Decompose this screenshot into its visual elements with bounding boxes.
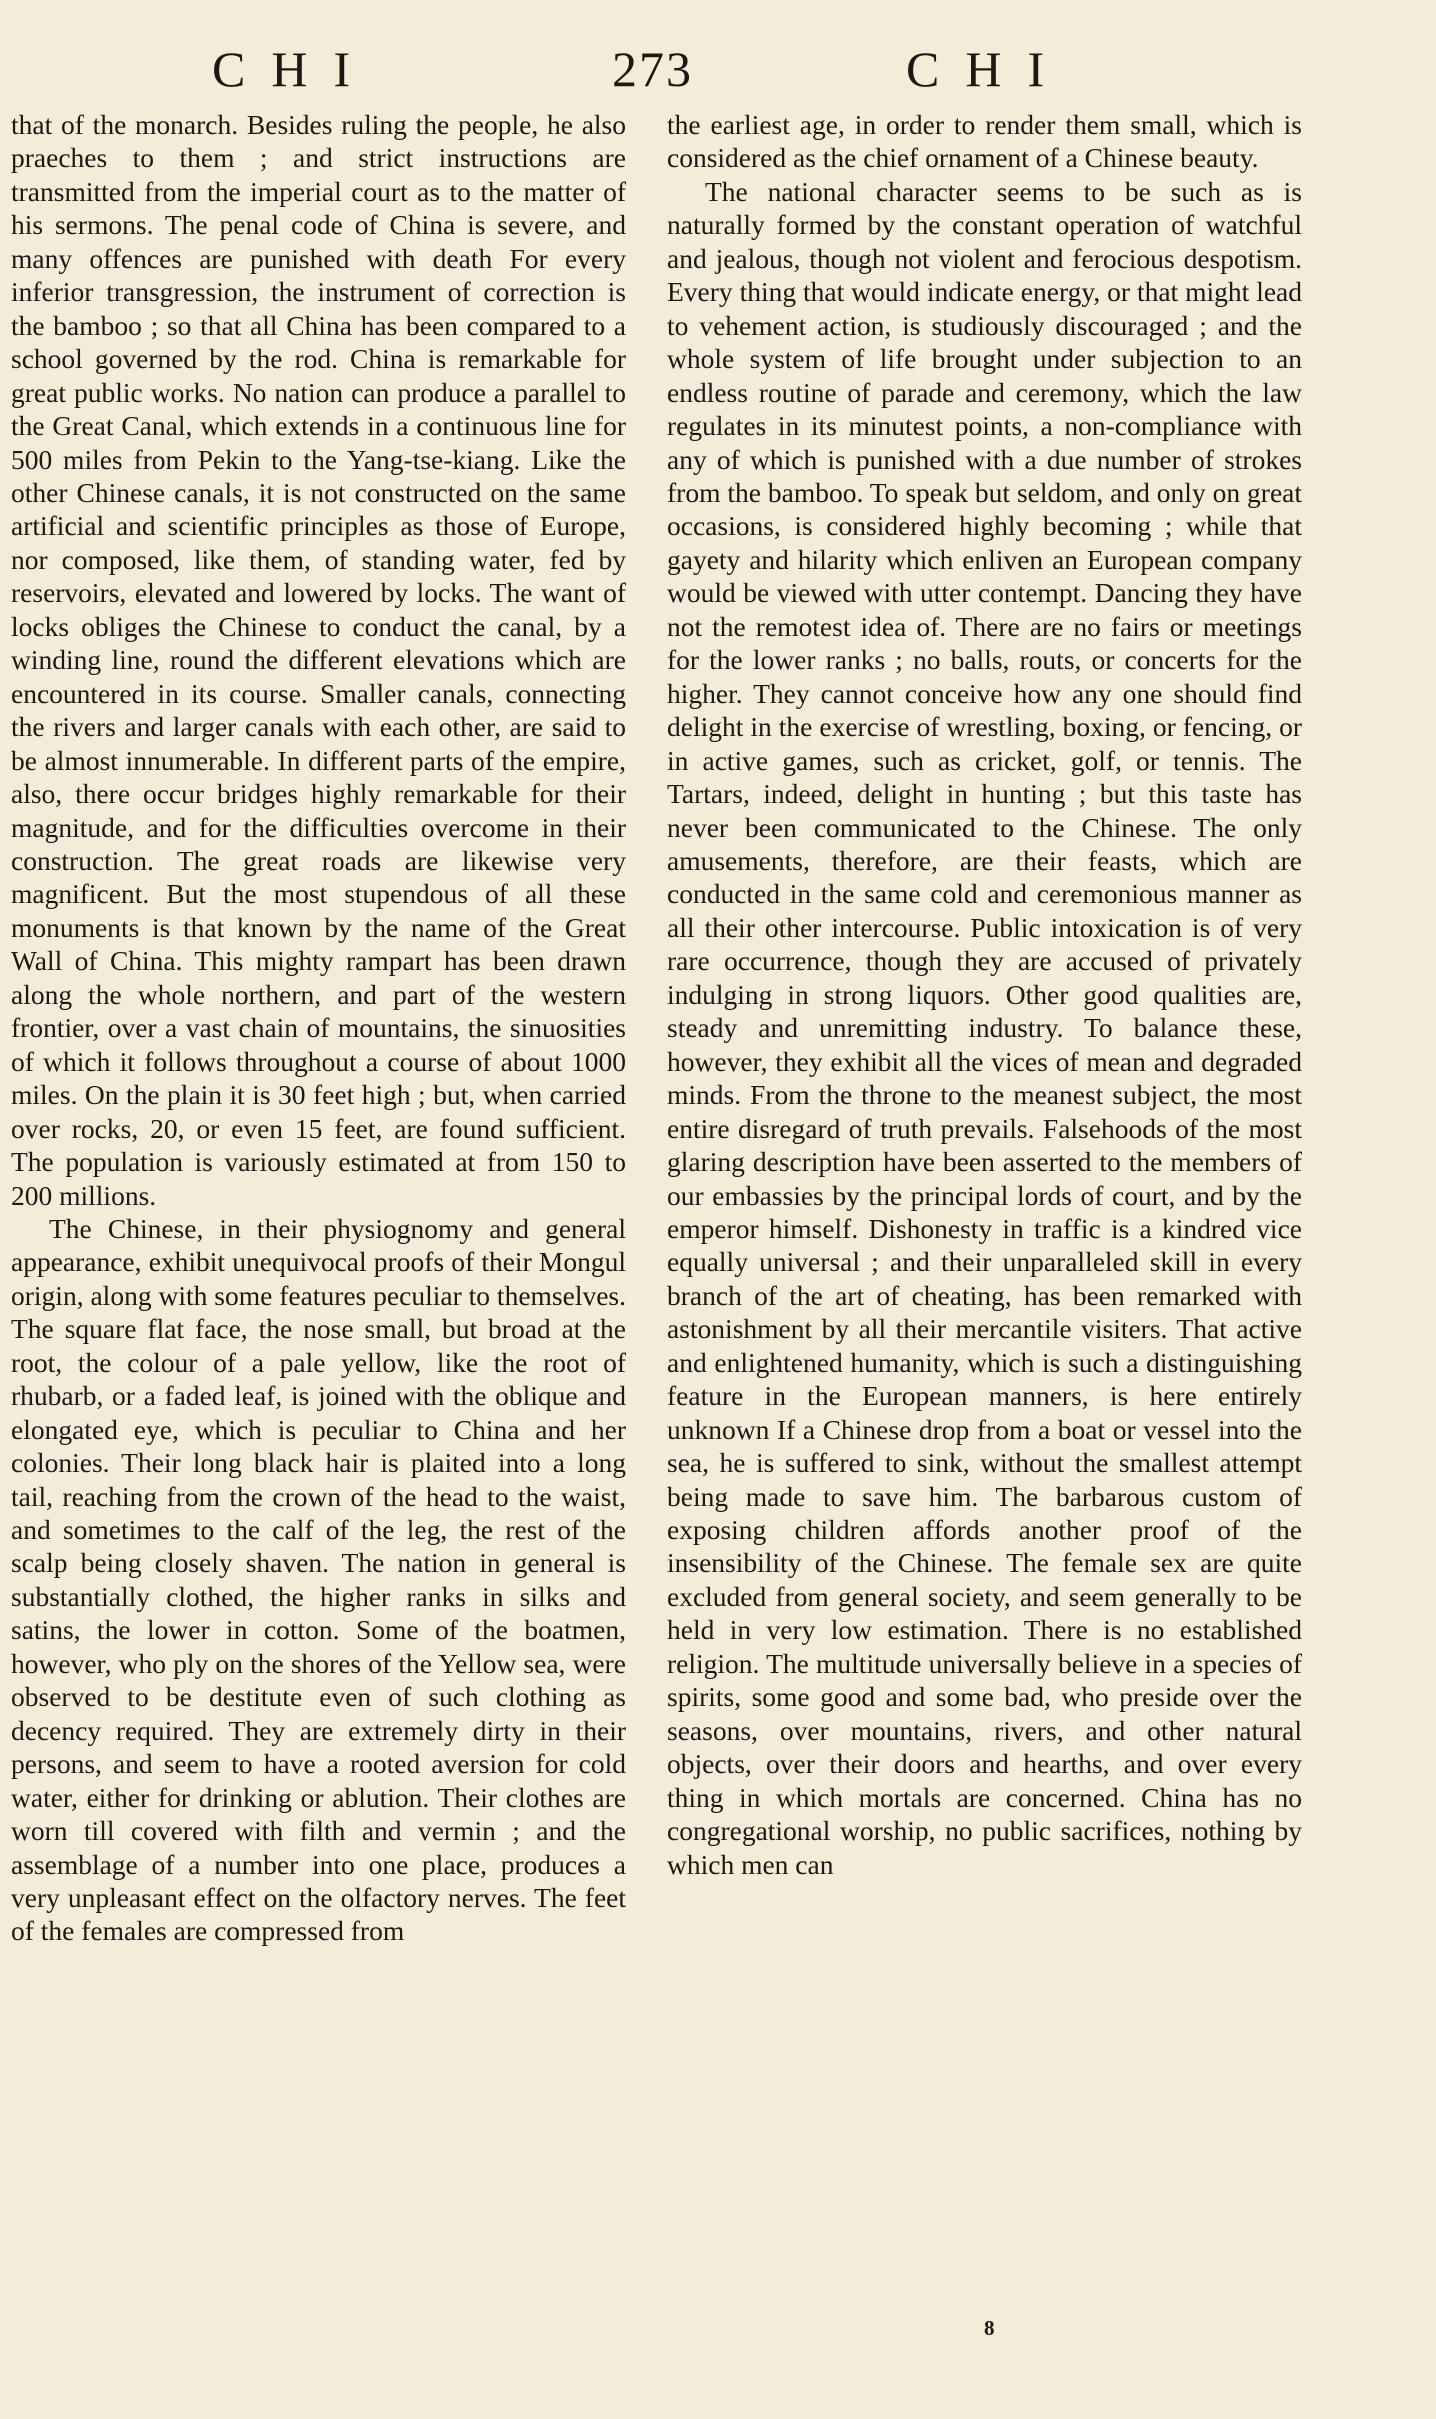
paragraph-national-character: The national character seems to be such as is naturally formed by the constant operation of watchful and jealous, though not violent and ferocious despotism. Every thing that would indicate energy, or that might lead to vehement action, is studiously discouraged ; and the whole system of life brought under subjection to an endless routine of parade and ceremony, which the law regulates in its minutest points, a non-compliance with any of which is punished with a due number of strokes from the bamboo. To speak but seldom, and only on great occasions, is considered highly becoming ; while that gayety and hilarity which enliven an European company would be viewed with utter contempt. Dancing they have not the remotest idea of. There are no fairs or meetings for the lower ranks ; no balls, routs, or concerts for the higher. They cannot conceive how any one should find delight in the exercise of wrestling, boxing, or fencing, or in active games, such as cricket, golf, or tennis. The Tartars, indeed, delight in hunting ; but this taste has never been communicated to the Chinese. The only amusements, therefore, are their feasts, which are conducted in the same cold and ceremonious manner as all their other intercourse. Public intoxication is of very rare occurrence, though they are accused of privately indulging in strong liquors. Other good qualities are, steady and unremitting industry. To balance these, however, they exhibit all the vices of mean and degraded minds. From the throne to the meanest subject, the most entire disregard of truth prevails. Falsehoods of the most glaring description have been asserted to the members of our embassies by the principal lords of court, and by the emperor himself. Dishonesty in traffic is a kindred vice equally universal ; and their unparalleled skill in every branch of the art of cheating, has been remarked with astonishment by all their mercantile visiters. That active and enlightened humanity, which is such a distinguishing feature in the European manners, is here entirely unknown If a Chinese drop from a boat or vessel into the sea, he is suffered to sink, without the smallest attempt being made to save him. The barbarous custom of exposing children affords another proof of the insensibility of the Chinese. The female sex are quite excluded from general society, and seem generally to be held in very low estimation. There is no established religion. The multitude universally believe in a species of spirits, some good and some bad, who preside over the seasons, over mountains, rivers, and other natural objects, over their doors and hearths, and over every thing in which mortals are concerned. China has no congregational worship, no public sacrifices, nothing by which men can [667,175,1302,1880]
running-head-left: CHI [212,41,377,97]
page-number: 273 [612,41,693,97]
running-head-right: CHI [906,41,1071,97]
paragraph-physiognomy: The Chinese, in their physiognomy and general appearance, exhibit unequivocal proofs of their Mongul origin, along with some features peculiar to themselves. The square flat face, the nose small, but broad at the root, the colour of a pale yellow, like the root of rhubarb, or a faded leaf, is joined with the oblique and elongated eye, which is peculiar to China and her colonies. Their long black hair is plaited into a long tail, reaching from the crown of the head to the waist, and sometimes to the calf of the leg, the rest of the scalp being closely shaven. The nation in general is substantially clothed, the higher ranks in silks and satins, the lower in cotton. Some of the boatmen, however, who ply on the shores of the Yellow sea, were observed to be destitute even of such clothing as decency required. They are extremely dirty in their persons, and seem to have a rooted aversion for cold water, either for drinking or ablution. Their clothes are worn till covered with filth and vermin ; and the assemblage of a number into one place, produces a very unpleasant effect on the olfactory nerves. The feet of the females are compressed from [11,1212,626,1947]
left-column [11,108,626,2313]
paragraph-government-public-works: that of the monarch. Besides ruling the people, he also praeches to them ; and strict instructions are transmitted from the imperial court as to the matter of his sermons. The penal code of China is severe, and many offences are punished with death For every inferior transgression, the instrument of correction is the bamboo ; so that all China has been compared to a school governed by the rod. China is remarkable for great public works. No nation can produce a parallel to the Great Canal, which extends in a continuous line for 500 miles from Pekin to the Yang-tse-kiang. Like the other Chinese canals, it is not constructed on the same artificial and scientific principles as those of Europe, nor composed, like them, of standing water, fed by reservoirs, elevated and lowered by locks. The want of locks obliges the Chinese to conduct the canal, by a winding line, round the different elevations which are encountered in its course. Smaller canals, connecting the rivers and larger canals with each other, are said to be almost innumerable. In different parts of the empire, also, there occur bridges highly remarkable for their magnitude, and for the difficulties overcome in their construction. The great roads are likewise very magnificent. But the most stupendous of all these monuments is that known by the name of the Great Wall of China. This mighty rampart has been drawn along the whole northern, and part of the western frontier, over a vast chain of mountains, the sinuosities of which it follows throughout a course of about 1000 miles. On the plain it is 30 feet high ; but, when carried over rocks, 20, or even 15 feet, are found sufficient. The population is variously estimated at from 150 to 200 millions. [11,109,626,1211]
signature-mark: 8 [984,2316,995,2340]
paragraph-continuation: the earliest age, in order to render them small, which is considered as the chief ornament of a Chinese beauty. [667,109,1302,174]
right-column [667,108,1302,2313]
